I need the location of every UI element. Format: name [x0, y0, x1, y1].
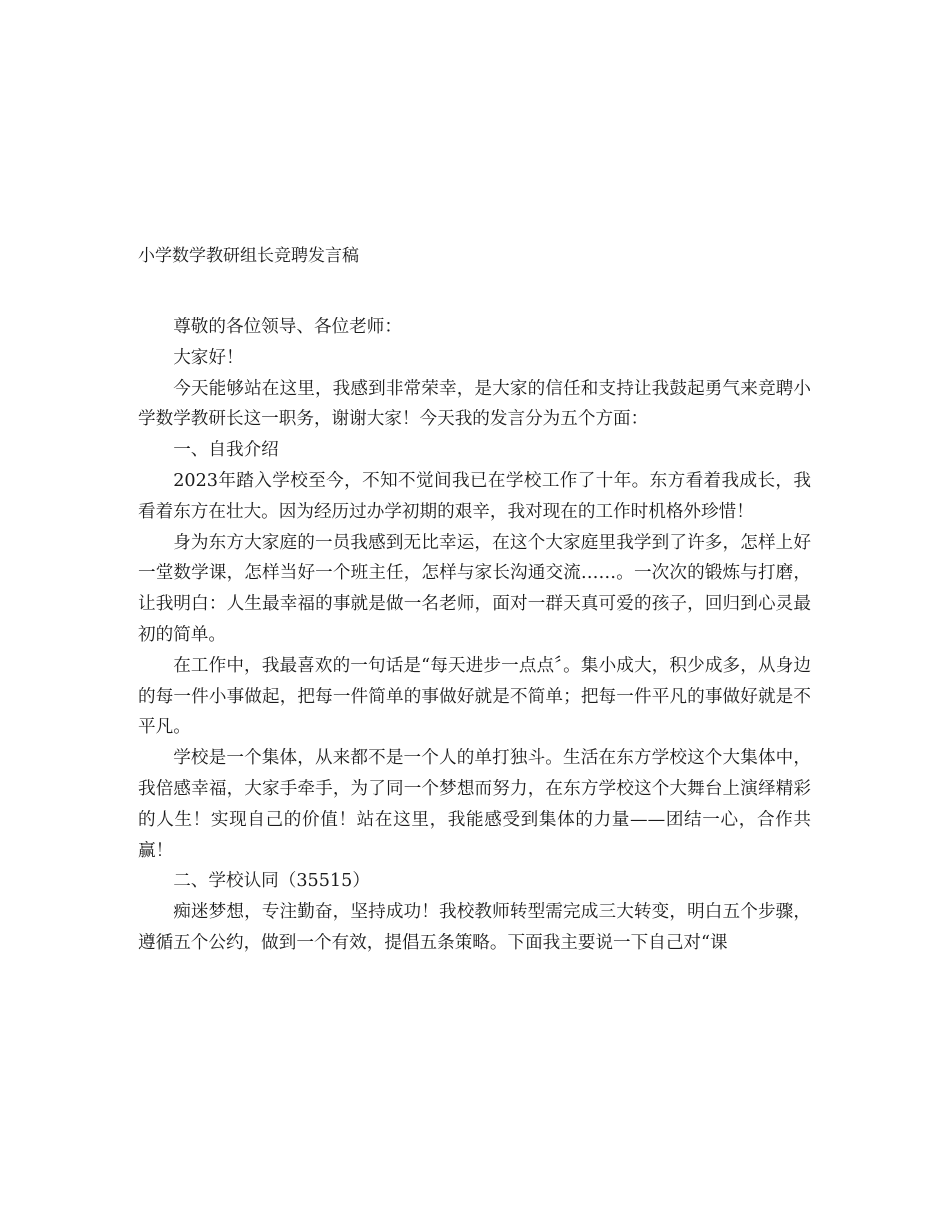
- paragraph-self-introduction: 2023年踏入学校至今，不知不觉间我已在学校工作了十年。东方看着我成长，我看着东方在壮大。因为经历过办学初期的艰辛，我对现在的工作时机格外珍惜！: [138, 470, 811, 522]
- paragraph-collective: 学校是一个集体，从来都不是一个人的单打独斗。生活在东方学校这个大集体中，我倍感幸福，大家手牵手，为了同一个梦想而努力，在东方学校这个大舞台上演绎精彩的人生！实现自己的价值！站在这里，我能感受到集体的力量——团结一心，合作共赢！: [138, 748, 811, 861]
- paragraph-motto: 在工作中，我最喜欢的一句话是“每天进步一点点〞。集小成大，积少成多，从身边的每一件小事做起，把每一件简单的事做好就是不简单；把每一件平凡的事做好就是不平凡。: [138, 655, 811, 738]
- paragraph-school-identity: 痴迷梦想，专注勤奋，坚持成功！我校教师转型需完成三大转变，明白五个步骤，遵循五个公约，做到一个有效，提倡五条策略。下面我主要说一下自己对“课: [138, 902, 811, 953]
- paragraph-greeting: 大家好！: [173, 347, 244, 368]
- section-heading-self-introduction: 一、自我介绍: [173, 440, 279, 461]
- paragraph-opening: 今天能够站在这里，我感到非常荣幸，是大家的信任和支持让我鼓起勇气来竞聘小学数学教研长这一职务，谢谢大家！今天我的发言分为五个方面：: [138, 378, 811, 430]
- document-title: 小学数学教研组长竞聘发言稿: [138, 246, 359, 266]
- document-body: [138, 312, 811, 959]
- section-heading-school-identity: 二、学校认同（35515）: [173, 871, 370, 892]
- paragraph-family: 身为东方大家庭的一员我感到无比幸运，在这个大家庭里我学到了许多，怎样上好一堂数学课，怎样当好一个班主任，怎样与家长沟通交流……。一次次的锻炼与打磨，让我明白：人生最幸福的事就是做一名老师，面对一群天真可爱的孩子，回归到心灵最初的简单。: [138, 532, 811, 645]
- paragraph-salutation: 尊敬的各位领导、各位老师：: [173, 317, 402, 337]
